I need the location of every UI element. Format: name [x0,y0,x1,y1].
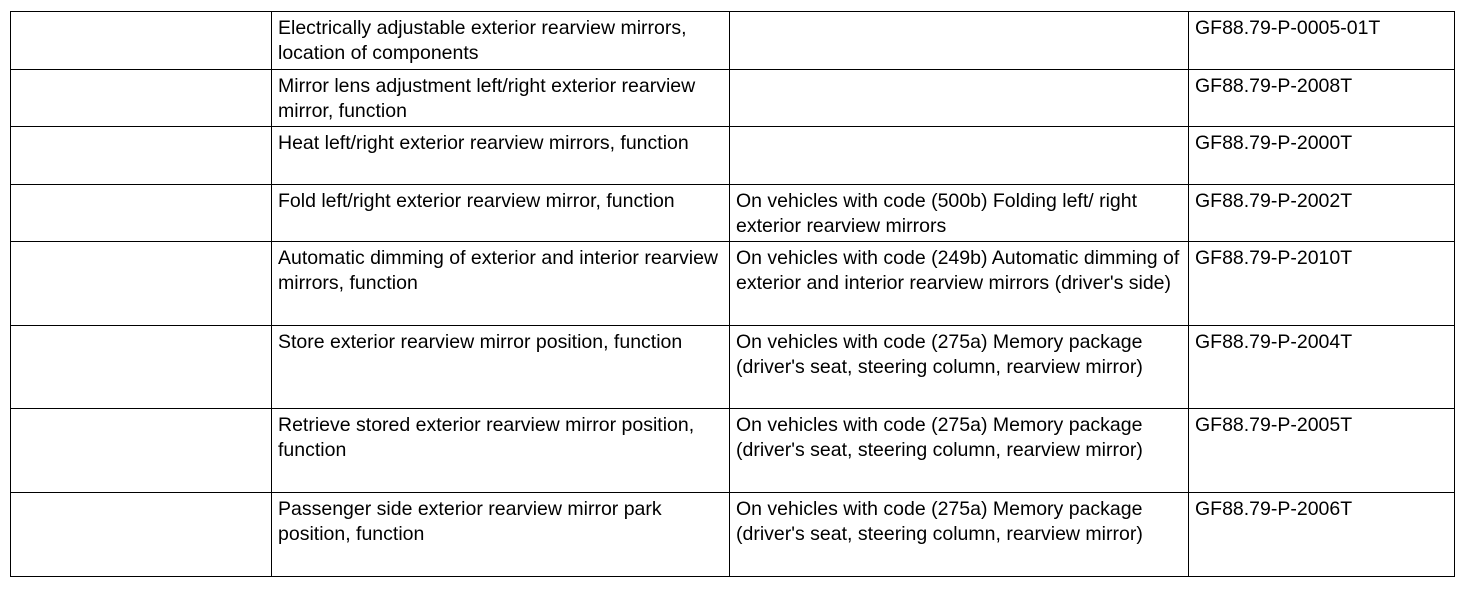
document-title-cell: Passenger side exterior rearview mirror park position, function [272,493,730,577]
table-body [11,12,1455,577]
document-title-cell: Automatic dimming of exterior and interior rearview mirrors, function [272,242,730,326]
document-title-cell: Mirror lens adjustment left/right exterior rearview mirror, function [272,70,730,127]
document-code-link[interactable]: GF88.79-P-2002T [1189,185,1455,242]
empty-cell [11,12,272,70]
document-code-link[interactable]: GF88.79-P-2006T [1189,493,1455,577]
document-title-cell: Heat left/right exterior rearview mirrors, function [272,127,730,185]
document-code-link[interactable]: GF88.79-P-2005T [1189,409,1455,493]
document-code-link[interactable]: GF88.79-P-2000T [1189,127,1455,185]
condition-cell: On vehicles with code (275a) Memory package (driver's seat, steering column, rearview mirror) [730,409,1189,493]
table-row [11,70,1455,127]
document-title-cell: Store exterior rearview mirror position, function [272,326,730,409]
condition-cell: On vehicles with code (249b) Automatic dimming of exterior and interior rearview mirrors (driver's side) [730,242,1189,326]
empty-cell [11,242,272,326]
document-table [10,11,1455,577]
table-row [11,409,1455,493]
document-code-link[interactable]: GF88.79-P-2008T [1189,70,1455,127]
document-code-link[interactable]: GF88.79-P-0005-01T [1189,12,1455,70]
document-title-cell: Retrieve stored exterior rearview mirror position, function [272,409,730,493]
table-row [11,493,1455,577]
condition-cell [730,12,1189,70]
empty-cell [11,127,272,185]
condition-cell: On vehicles with code (500b) Folding left/ right exterior rearview mirrors [730,185,1189,242]
empty-cell [11,326,272,409]
empty-cell [11,70,272,127]
document-code-link[interactable]: GF88.79-P-2004T [1189,326,1455,409]
document-code-link[interactable]: GF88.79-P-2010T [1189,242,1455,326]
table-row [11,326,1455,409]
document-title-cell: Electrically adjustable exterior rearview mirrors, location of components [272,12,730,70]
document-title-cell: Fold left/right exterior rearview mirror, function [272,185,730,242]
condition-cell [730,70,1189,127]
table-row [11,185,1455,242]
empty-cell [11,409,272,493]
condition-cell: On vehicles with code (275a) Memory package (driver's seat, steering column, rearview mirror) [730,326,1189,409]
table-row [11,242,1455,326]
empty-cell [11,493,272,577]
condition-cell: On vehicles with code (275a) Memory package (driver's seat, steering column, rearview mirror) [730,493,1189,577]
condition-cell [730,127,1189,185]
table-row [11,127,1455,185]
table-row [11,12,1455,70]
empty-cell [11,185,272,242]
